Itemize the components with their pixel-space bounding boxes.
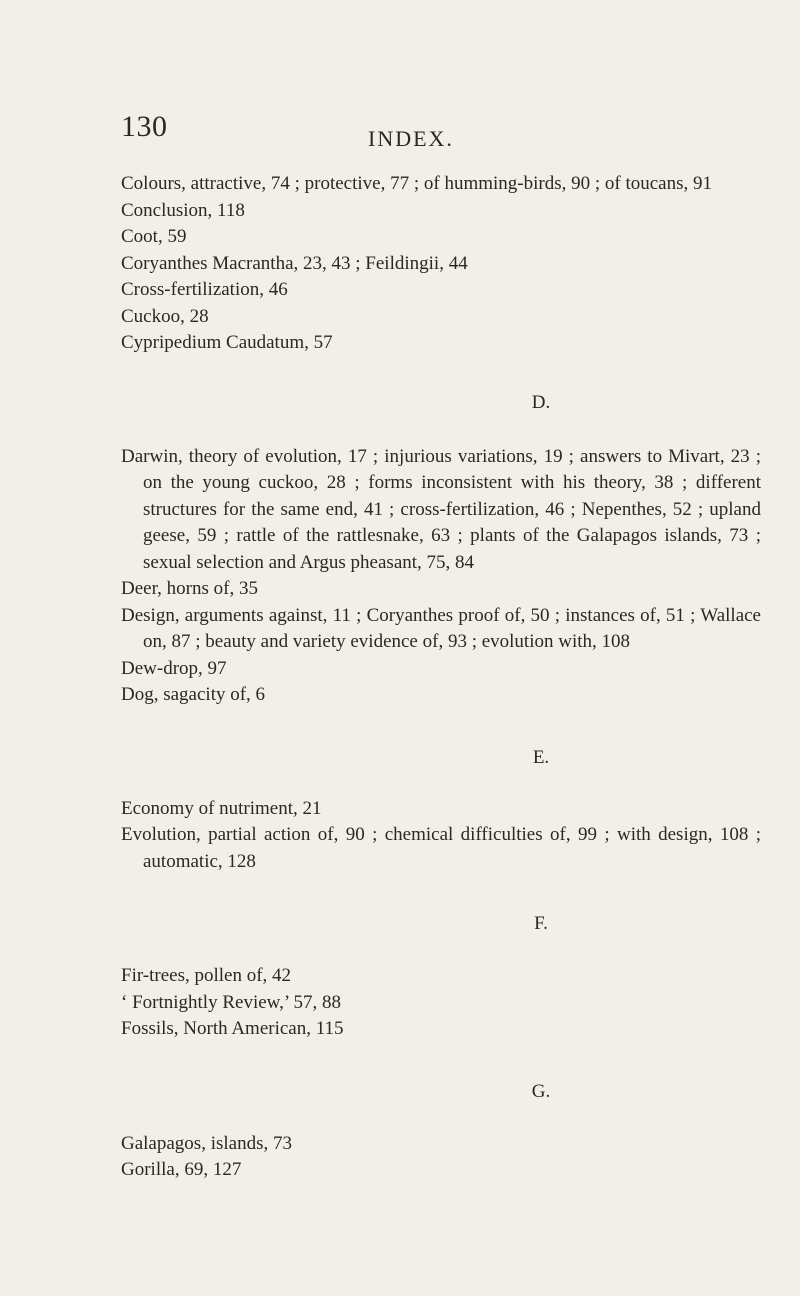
section-heading-d: D.	[531, 391, 551, 413]
index-entry-coryanthes: Coryanthes Macrantha, 23, 43 ; Feildingii, 44	[121, 252, 468, 274]
index-entry-galapagos: Galapagos, islands, 73	[121, 1132, 292, 1154]
running-title: INDEX.	[368, 126, 454, 151]
index-entry-darwin: Darwin, theory of evolution, 17 ; injurious variations, 19 ; answers to Mivart, 23 ; on the young cuckoo, 28 ; forms inconsistent with his theory, 38 ; different structures for the same end, 41 ; cross-fertilization, 46 ; Nepenthes, 52 ; upland geese, 59 ; rattle of the rattlesnake, 63 ; plants of the Galapagos islands, 73 ; sexual selection and Argus pheasant, 75, 84	[121, 445, 761, 573]
index-entry-cross-fertilization: Cross-fertilization, 46	[121, 279, 288, 300]
section-heading-e: E.	[532, 746, 550, 768]
section-heading-g: G.	[531, 1080, 551, 1102]
index-body	[121, 171, 761, 1184]
index-entry-evolution: Evolution, partial action of, 90 ; chemical difficulties of, 99 ; with design, 108 ; automatic, 128	[121, 824, 761, 872]
index-entry-fossils: Fossils, North American, 115	[121, 1018, 344, 1039]
index-entry-conclusion: Conclusion, 118	[121, 199, 245, 221]
index-entry-dog: Dog, sagacity of, 6	[121, 684, 266, 705]
index-entry-dew-drop: Dew-drop, 97	[121, 657, 227, 679]
index-entry-cypripedium: Cypripedium Caudatum, 57	[121, 332, 333, 353]
index-entry-fir-trees: Fir-trees, pollen of, 42	[121, 965, 292, 986]
index-entry-cuckoo: Cuckoo, 28	[121, 305, 209, 327]
index-entry-economy: Economy of nutriment, 21	[121, 797, 322, 819]
index-entry-coot: Coot, 59	[121, 226, 187, 247]
page-number: 130	[121, 110, 168, 143]
section-heading-f: F.	[534, 913, 548, 934]
index-entry-fortnightly-review: ‘ Fortnightly Review,’ 57, 88	[121, 991, 342, 1013]
index-entry-gorilla: Gorilla, 69, 127	[121, 1159, 242, 1180]
index-entry-deer: Deer, horns of, 35	[121, 578, 258, 599]
index-entry-design: Design, arguments against, 11 ; Coryanthes proof of, 50 ; instances of, 51 ; Wallace on, 87 ; beauty and variety evidence of, 93 ; evolution with, 108	[121, 604, 761, 652]
index-entry-colours: Colours, attractive, 74 ; protective, 77 ; of humming-birds, 90 ; of toucans, 91	[121, 173, 713, 194]
